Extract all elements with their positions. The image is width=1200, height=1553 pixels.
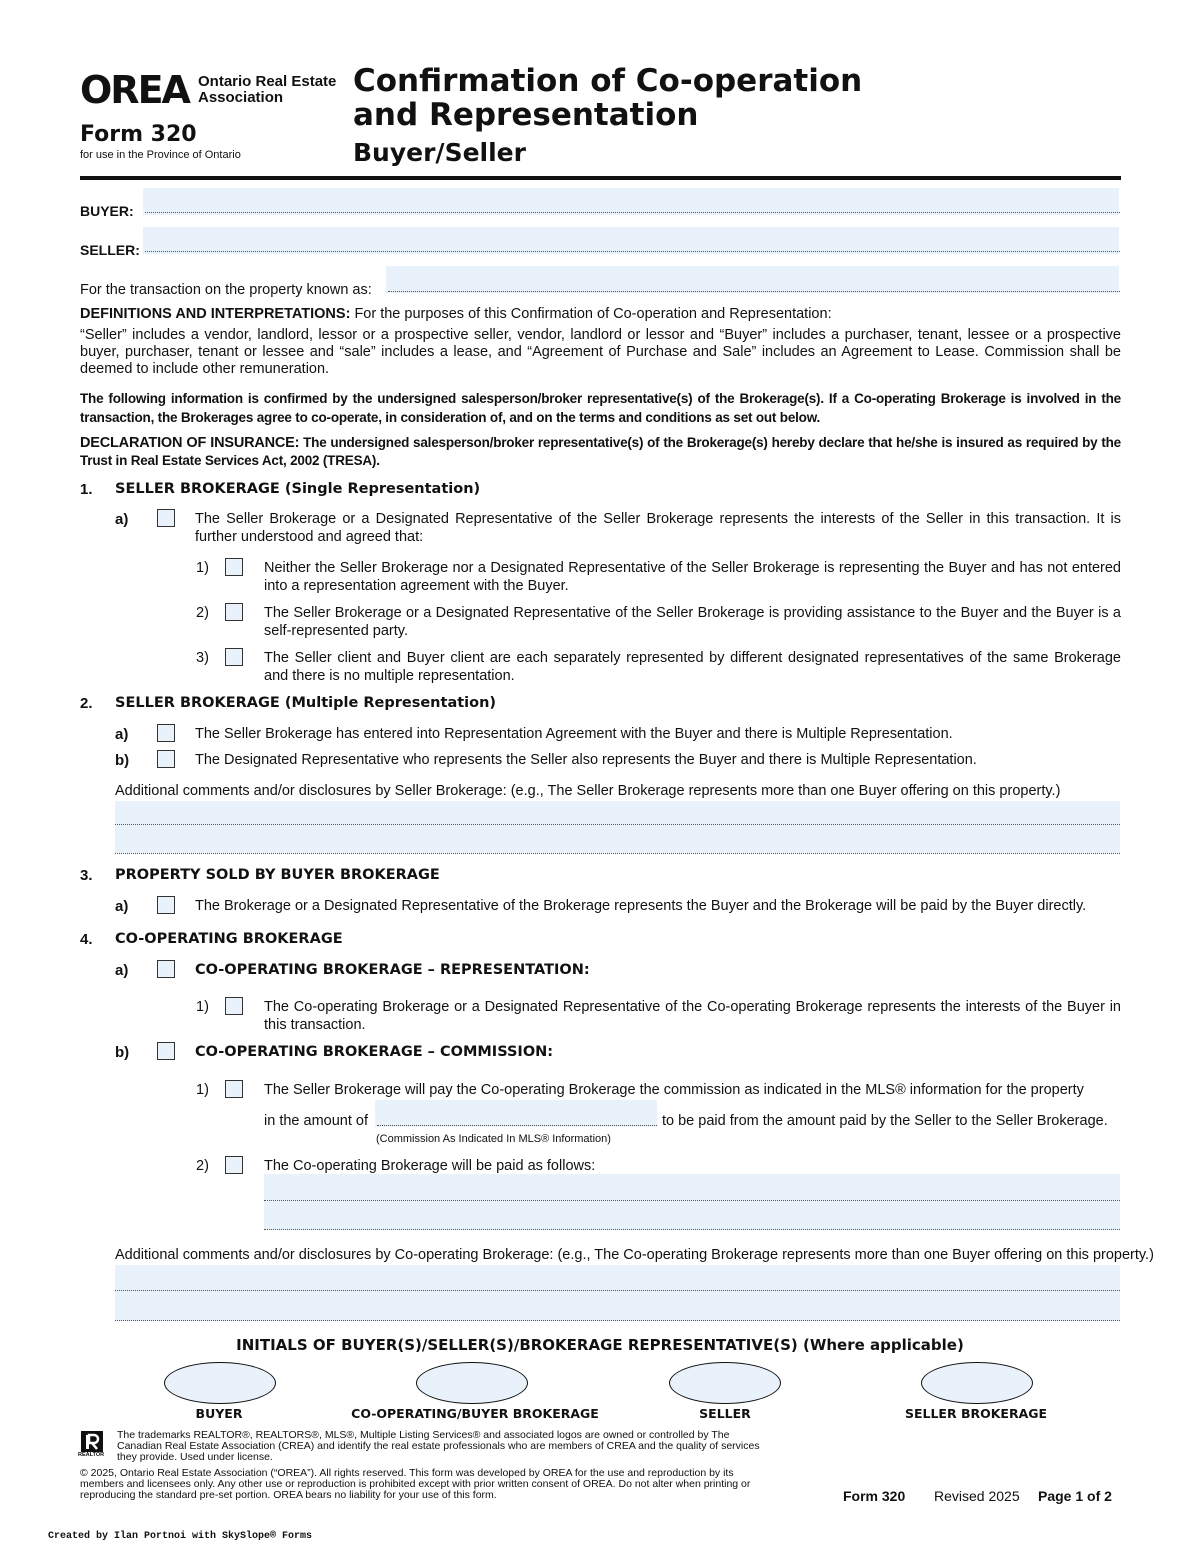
cooperating-brokerage-initials-oval[interactable] (416, 1362, 528, 1404)
s1-a-text: The Seller Brokerage or a Designated Representative of the Seller Brokerage represents the interests of the Seller in this transaction. It is further understood and agreed that: (195, 511, 1121, 545)
property-field[interactable] (386, 266, 1119, 293)
s3-a-checkbox[interactable] (157, 896, 175, 914)
buyer-label: BUYER: (80, 203, 134, 219)
s1-3-checkbox[interactable] (225, 648, 243, 666)
form-number: Form 320 (80, 122, 197, 147)
seller-field[interactable] (143, 227, 1119, 254)
s4-b2-checkbox[interactable] (225, 1156, 243, 1174)
s4-b-checkbox[interactable] (157, 1042, 175, 1060)
s4-a-checkbox[interactable] (157, 960, 175, 978)
s4-comments-line-2 (115, 1320, 1120, 1321)
org-name: Ontario Real Estate Association (198, 73, 337, 106)
s4-b1-amount-caption: (Commission As Indicated In MLS® Information) (376, 1133, 611, 1145)
s4-b2-line-1 (264, 1200, 1120, 1201)
s4-a-title: CO-OPERATING BROKERAGE – REPRESENTATION: (195, 962, 590, 978)
initials-title: INITIALS OF BUYER(S)/SELLER(S)/BROKERAGE REPRESENTATIVE(S) (Where applicable) (236, 1336, 964, 1354)
s4-a-letter: a) (115, 962, 129, 979)
seller-brokerage-initials-label: SELLER BROKERAGE (904, 1406, 1048, 1421)
s3-a-letter: a) (115, 898, 129, 915)
s1-2-checkbox[interactable] (225, 603, 243, 621)
seller-initials-oval[interactable] (669, 1362, 781, 1404)
s4-b1-number: 1) (196, 1082, 209, 1098)
buyer-initials-label: BUYER (195, 1406, 243, 1421)
s2-comments-field[interactable] (115, 801, 1120, 853)
definitions-lead: DEFINITIONS AND INTERPRETATIONS: For the purposes of this Confirmation of Co-operation and Representation: (80, 306, 832, 322)
s4-b1-amount-label: in the amount of (264, 1113, 368, 1129)
s4-a1-text: The Co-operating Brokerage or a Designated Representative of the Co-operating Brokerage represents the interests of the Buyer in this transaction. (264, 999, 1121, 1033)
s4-b1-text: The Seller Brokerage will pay the Co-operating Brokerage the commission as indicated in the MLS® information for the property (264, 1082, 1084, 1098)
s2-comments-label: Additional comments and/or disclosures by Seller Brokerage: (e.g., The Seller Brokerage represents more than one Buyer offering on this property.) (115, 783, 1061, 799)
s1-2-number: 2) (196, 605, 209, 621)
buyer-initials-oval[interactable] (164, 1362, 276, 1404)
s1-3-text: The Seller client and Buyer client are each separately represented by different designated representatives of the same Brokerage and there is no multiple representation. (264, 650, 1121, 684)
property-label: For the transaction on the property known as: (80, 282, 372, 298)
s2-a-checkbox[interactable] (157, 724, 175, 742)
s3-a-text: The Brokerage or a Designated Representative of the Brokerage represents the Buyer and the Brokerage will be paid by the Buyer directly. (195, 898, 1087, 914)
seller-initials-label: SELLER (699, 1406, 751, 1421)
page-number: Page 1 of 2 (1038, 1488, 1112, 1504)
s1-3-number: 3) (196, 650, 209, 666)
section-1-number: 1. (80, 481, 93, 498)
property-line (388, 291, 1120, 292)
header-divider (80, 176, 1121, 180)
s4-b1-amount-line (377, 1125, 657, 1126)
s4-a1-checkbox[interactable] (225, 997, 243, 1015)
s4-b1-amount-suffix: to be paid from the amount paid by the Seller to the Seller Brokerage. (662, 1113, 1108, 1129)
s4-a1-number: 1) (196, 999, 209, 1015)
realtor-logo: REALTOR (80, 1430, 104, 1460)
s2-b-text: The Designated Representative who represents the Seller also represents the Buyer and there is Multiple Representation. (195, 752, 977, 768)
s1-1-number: 1) (196, 560, 209, 576)
footer-form-label: Form 320 (843, 1488, 906, 1504)
section-4-number: 4. (80, 931, 93, 948)
s4-b-letter: b) (115, 1044, 130, 1061)
buyer-line (145, 212, 1120, 213)
seller-brokerage-initials-oval[interactable] (921, 1362, 1033, 1404)
section-3-number: 3. (80, 867, 93, 884)
s2-a-letter: a) (115, 726, 129, 743)
s2-comments-line-2 (115, 853, 1120, 854)
buyer-field[interactable] (143, 188, 1119, 215)
footer-revised: Revised 2025 (934, 1488, 1020, 1504)
s1-a-letter: a) (115, 511, 129, 528)
s4-b2-number: 2) (196, 1158, 209, 1174)
trademark-notice: The trademarks REALTOR®, REALTORS®, MLS®, Multiple Listing Services® and associated logos are owned or controlled by The Canadian Real Estate Association (CREA) and identify the real estate professionals who are members of CREA and the quality of services they provide. Used under license. (117, 1429, 760, 1463)
copyright-notice: © 2025, Ontario Real Estate Association (“OREA”). All rights reserved. This form was developed by OREA for the use and reproduction by its members and licensees only. Any other use or reproduction is prohibited except with prior written consent of OREA. Do not alter when printing or reproducing the standard pre-set portion. OREA bears no liability for your use of this form. (80, 1467, 751, 1501)
section-2-title: SELLER BROKERAGE (Multiple Representation) (115, 695, 497, 711)
s4-b-title: CO-OPERATING BROKERAGE – COMMISSION: (195, 1044, 554, 1060)
s2-a-text: The Seller Brokerage has entered into Representation Agreement with the Buyer and there is Multiple Representation. (195, 726, 953, 742)
s2-b-letter: b) (115, 752, 130, 769)
s4-b1-checkbox[interactable] (225, 1080, 243, 1098)
section-4-title: CO-OPERATING BROKERAGE (115, 931, 343, 947)
orea-logo: OREA (80, 68, 189, 112)
s4-b1-amount-field[interactable] (375, 1100, 657, 1127)
s4-b2-text: The Co-operating Brokerage will be paid as follows: (264, 1158, 596, 1174)
s1-1-checkbox[interactable] (225, 558, 243, 576)
seller-line (145, 251, 1120, 252)
page-title: Confirmation of Co-operation and Representation (353, 63, 863, 133)
s4-comments-field[interactable] (115, 1265, 1120, 1321)
confirmation-text: The following information is confirmed by the undersigned salesperson/broker representative(s) of the Brokerage(s). If a Co-operating Brokerage is involved in the transaction, the Brokerages agree to co-operate, in consideration of, and on the terms and conditions as set out below. (80, 391, 1121, 425)
s4-comments-line-1 (115, 1290, 1120, 1291)
section-3-title: PROPERTY SOLD BY BUYER BROKERAGE (115, 867, 440, 883)
form-subtitle: for use in the Province of Ontario (80, 149, 241, 161)
s1-1-text: Neither the Seller Brokerage nor a Designated Representative of the Seller Brokerage is representing the Buyer and has not entered into a representation agreement with the Buyer. (264, 560, 1121, 594)
s4-comments-label: Additional comments and/or disclosures by Co-operating Brokerage: (e.g., The Co-operating Brokerage represents more than one Buyer offering on this property.) (115, 1247, 1154, 1263)
insurance-declaration: DECLARATION OF INSURANCE: The undersigned salesperson/broker representative(s) of the Brokerage(s) hereby declare that he/she is insured as required by the Trust in Real Estate Services Act, 2002 (TRESA). (80, 435, 1121, 468)
s4-b2-line-2 (264, 1229, 1120, 1230)
cooperating-brokerage-initials-label: CO-OPERATING/BUYER BROKERAGE (351, 1406, 599, 1421)
s2-comments-line-1 (115, 824, 1120, 825)
s4-b2-field[interactable] (264, 1174, 1120, 1230)
definitions-body: “Seller” includes a vendor, landlord, lessor or a prospective seller, vendor, landlord or lessor and “Buyer” includes a purchaser, tenant, lessee or a prospective buyer, purchaser, tenant or lessee and “sale” includes a lease, and “Agreement of Purchase and Sale” includes an Agreement to Lease. Commission shall be deemed to include other remuneration. (80, 327, 1121, 377)
section-2-number: 2. (80, 695, 93, 712)
creator-note: Created by Ilan Portnoi with SkySlope® Forms (48, 1531, 313, 1542)
page-subtitle: Buyer/Seller (353, 138, 526, 167)
section-1-title: SELLER BROKERAGE (Single Representation) (115, 481, 481, 497)
s1-a-checkbox[interactable] (157, 509, 175, 527)
s2-b-checkbox[interactable] (157, 750, 175, 768)
seller-label: SELLER: (80, 242, 140, 258)
s1-2-text: The Seller Brokerage or a Designated Representative of the Seller Brokerage is providing assistance to the Buyer and the Buyer is a self-represented party. (264, 605, 1121, 639)
